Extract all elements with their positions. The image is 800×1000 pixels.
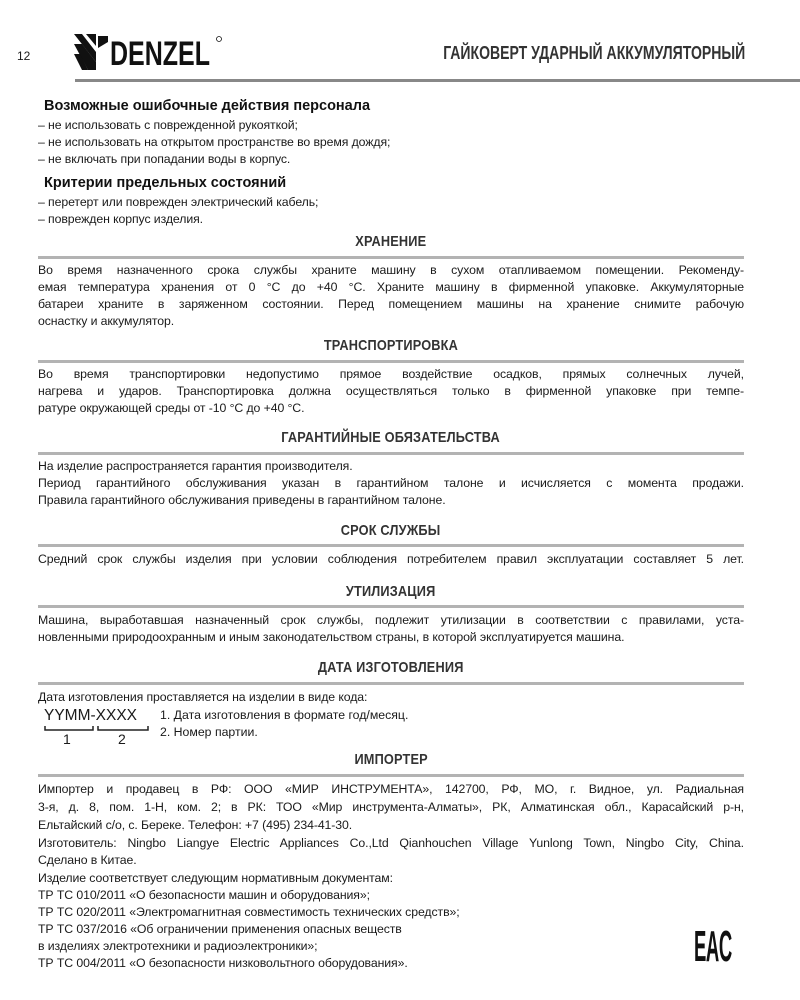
section-divider bbox=[38, 774, 744, 777]
storage-text: Во время назначенного срока службы храните машину в сухом отапливаемом помещении. Рекоменду- bbox=[38, 263, 744, 277]
compliance-text: ТР ТС 010/2011 «О безопасности машин и оборудования»; bbox=[38, 888, 370, 902]
disposal-heading: УТИЛИЗАЦИЯ bbox=[346, 583, 436, 600]
section-divider bbox=[38, 682, 744, 685]
storage-text: батареи храните в заряженном состоянии. Перед помещением машины на хранение снимите рабочую bbox=[38, 297, 744, 311]
date-code-batch: XXXX bbox=[95, 707, 138, 724]
limits-item: – поврежден корпус изделия. bbox=[38, 212, 203, 226]
manufacture-date-intro: Дата изготовления проставляется на изделии в виде кода: bbox=[38, 690, 368, 704]
disposal-text: Машина, выработавшая назначенный срок службы, подлежит утилизации в соответствии с правилами, уста- bbox=[38, 613, 744, 627]
denzel-logo bbox=[74, 32, 226, 72]
logo-stripes-icon bbox=[74, 34, 108, 70]
date-code-label-1: 1 bbox=[63, 731, 71, 747]
compliance-text: в изделиях электротехники и радиоэлектроники»; bbox=[38, 939, 318, 953]
compliance-text: ТР ТС 020/2011 «Электромагнитная совместимость технических средств»; bbox=[38, 905, 460, 919]
section-divider bbox=[38, 256, 744, 259]
date-code bbox=[44, 707, 137, 725]
date-code-separator: - bbox=[90, 707, 96, 724]
errors-item: – не использовать на открытом пространстве во время дождя; bbox=[38, 135, 391, 149]
page-number: 12 bbox=[17, 49, 31, 63]
section-divider bbox=[38, 360, 744, 363]
compliance-text: ТР ТС 037/2016 «Об ограничении применения опасных веществ bbox=[38, 922, 402, 936]
eac-mark: EAC bbox=[694, 922, 732, 971]
date-code-legend: 1. Дата изготовления в формате год/месяц. bbox=[160, 708, 409, 722]
warranty-text: На изделие распространяется гарантия производителя. bbox=[38, 459, 353, 473]
errors-item: – не включать при попадании воды в корпус. bbox=[38, 152, 291, 166]
manufacturer-text: Изготовитель: Ningbo Liangye Electric Appliances Co.,Ltd Qianhouchen Village Yunlong Town, Ningbo City, China. bbox=[38, 836, 744, 850]
transport-heading: ТРАНСПОРТИРОВКА bbox=[323, 337, 459, 354]
date-code-legend: 2. Номер партии. bbox=[160, 725, 258, 739]
limits-heading: Критерии предельных состояний bbox=[44, 175, 287, 191]
lifetime-text: Средний срок службы изделия при условии соблюдения потребителем правил эксплуатации составляет 5 лет. bbox=[38, 552, 744, 566]
lifetime-heading: СРОК СЛУЖБЫ bbox=[341, 522, 441, 539]
section-divider bbox=[38, 452, 744, 455]
logo-text: DENZEL bbox=[110, 35, 210, 73]
compliance-text: ТР ТС 004/2011 «О безопасности низковольтного оборудования». bbox=[38, 956, 408, 970]
compliance-text: Изделие соответствует следующим нормативным документам: bbox=[38, 871, 393, 885]
origin-text: Сделано в Китае. bbox=[38, 853, 137, 867]
errors-item: – не использовать с поврежденной рукояткой; bbox=[38, 118, 298, 132]
transport-text: Во время транспортировки недопустимо прямое воздействие осадков, прямых солнечных лучей, bbox=[38, 367, 744, 381]
warranty-heading: ГАРАНТИЙНЫЕ ОБЯЗАТЕЛЬСТВА bbox=[281, 429, 501, 446]
errors-heading: Возможные ошибочные действия персонала bbox=[44, 98, 371, 114]
manufacture-date-heading: ДАТА ИЗГОТОВЛЕНИЯ bbox=[318, 659, 464, 676]
importer-text: Ельтайский с/о, с. Береке. Телефон: +7 (495) 234-41-30. bbox=[38, 818, 353, 832]
importer-text: Импортер и продавец в РФ: ООО «МИР ИНСТРУМЕНТА», 142700, РФ, МО, г. Видное, ул. Радиальная bbox=[38, 782, 744, 796]
storage-text: оснастку и аккумулятор. bbox=[38, 314, 175, 328]
transport-text: ратуре окружающей среды от -10 °С до +40 °С. bbox=[38, 401, 305, 415]
storage-heading: ХРАНЕНИЕ bbox=[355, 233, 427, 250]
date-code-yymm: YYMM bbox=[44, 707, 91, 724]
warranty-text: Правила гарантийного обслуживания приведены в гарантийном талоне. bbox=[38, 493, 446, 507]
date-code-brackets bbox=[44, 725, 154, 733]
warranty-text: Период гарантийного обслуживания указан в гарантийном талоне и исчисляется с момента продажи. bbox=[38, 476, 744, 490]
header-divider bbox=[75, 79, 800, 82]
importer-heading: ИМПОРТЕР bbox=[354, 751, 428, 768]
disposal-text: новленными природоохранным и иным законодательством страны, в которой эксплуатируется машина. bbox=[38, 630, 625, 644]
registered-mark-icon bbox=[217, 37, 222, 42]
section-divider bbox=[38, 544, 744, 547]
section-divider bbox=[38, 605, 744, 608]
storage-text: емая температура хранения от 0 °С до +40 °С. Храните машину в фирменной упаковке. Аккумуляторные bbox=[38, 280, 744, 294]
transport-text: нагрева и ударов. Транспортировка должна осуществляться только в фирменной упаковке при темпе- bbox=[38, 384, 744, 398]
document-title: ГАЙКОВЕРТ УДАРНЫЙ АККУМУЛЯТОРНЫЙ bbox=[442, 43, 745, 63]
importer-text: 3-я, д. 8, пом. 1-Н, ком. 2; в РК: ТОО «Мир инструмента-Алматы», РК, Алматинская обл., Карасайский р-н, bbox=[38, 800, 744, 814]
limits-item: – перетерт или поврежден электрический кабель; bbox=[38, 195, 319, 209]
date-code-label-2: 2 bbox=[118, 731, 126, 747]
